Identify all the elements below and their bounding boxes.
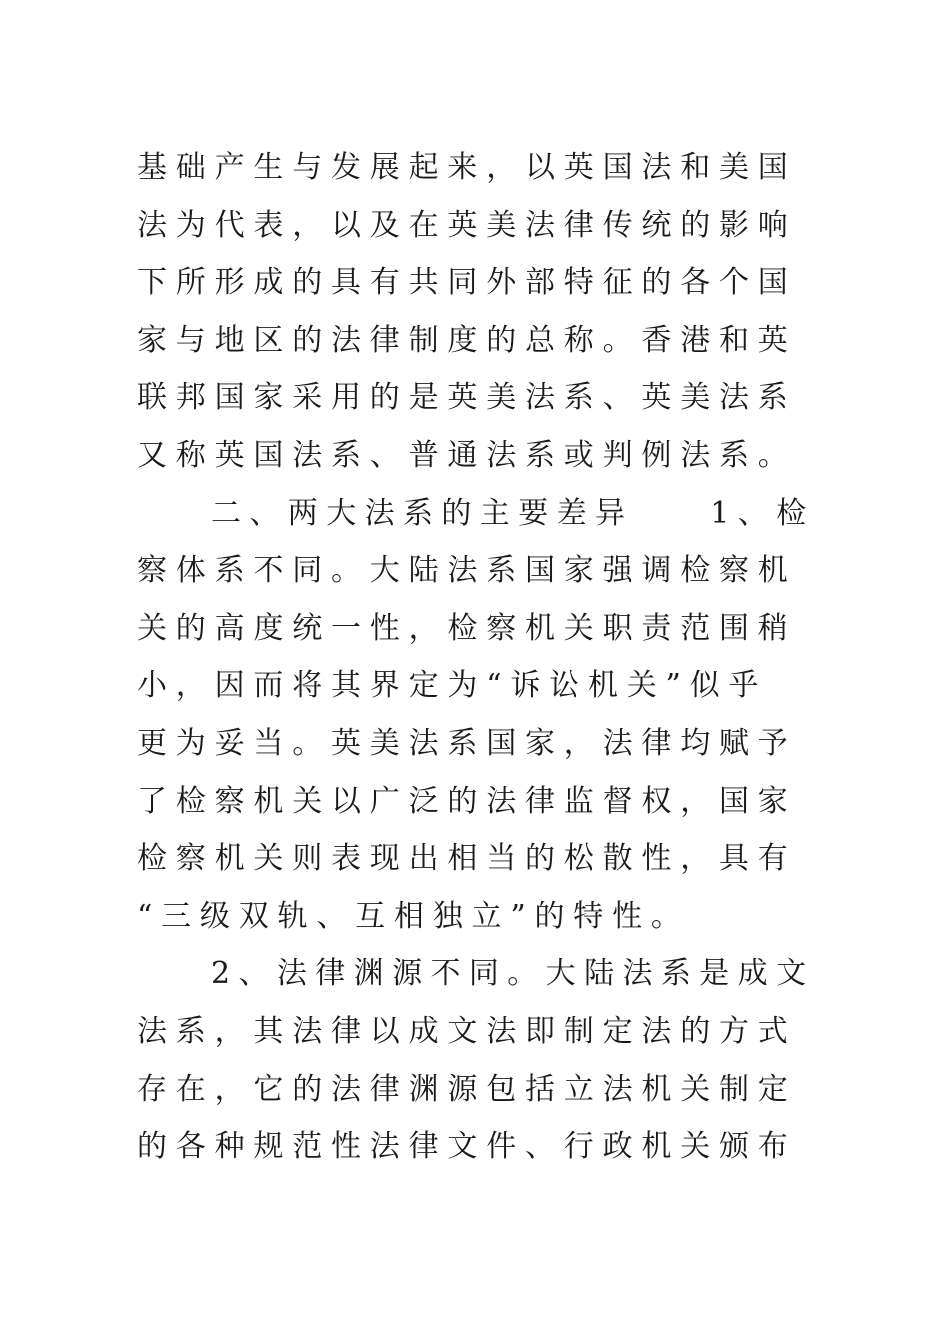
text-line: 的各种规范性法律文件、行政机关颁布: [137, 1129, 797, 1165]
text-line: 关的高度统一性，检察机关职责范围稍: [137, 610, 797, 646]
text-line: 存在，它的法律渊源包括立法机关制定: [137, 1071, 797, 1107]
text-line: “三级双轨、互相独立”的特性。: [137, 898, 690, 934]
text-line: 法为代表，以及在英美法律传统的影响: [137, 207, 797, 243]
body-text: [137, 139, 817, 1176]
text-line: 基础产生与发展起来，以英国法和美国: [137, 150, 797, 185]
text-line: 更为妥当。英美法系国家，法律均赋予: [137, 725, 797, 761]
text-line: 下所形成的具有共同外部特征的各个国: [137, 265, 797, 301]
paragraph-start-line: 2、法律渊源不同。大陆法系是成文: [211, 956, 815, 992]
section-heading-line: 二、两大法系的主要差异 1、检: [211, 495, 815, 531]
text-line: 察体系不同。大陆法系国家强调检察机: [137, 553, 797, 589]
text-line: 了检察机关以广泛的法律监督权，国家: [137, 783, 797, 819]
text-line: 检察机关则表现出相当的松散性，具有: [137, 841, 797, 877]
text-line: 法系，其法律以成文法即制定法的方式: [137, 1013, 797, 1049]
text-line: 家与地区的法律制度的总称。香港和英: [137, 322, 797, 358]
text-line: 小，因而将其界定为“诉讼机关”似乎: [137, 668, 768, 704]
text-line: 联邦国家采用的是英美法系、英美法系: [137, 380, 797, 416]
text-line: 又称英国法系、普通法系或判例法系。: [137, 437, 797, 473]
